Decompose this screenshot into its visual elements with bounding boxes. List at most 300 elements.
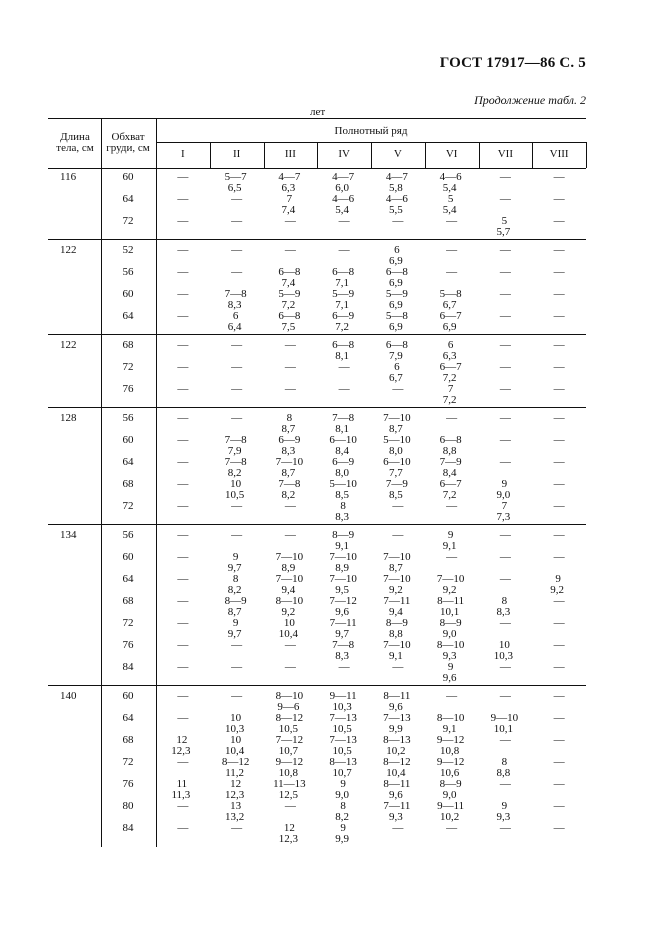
table-cell-mean: 9,2 bbox=[442, 584, 457, 596]
table-cell-mean: 10,2 bbox=[440, 811, 460, 823]
table-cell-mean: 12,5 bbox=[278, 789, 298, 801]
table-cell: — bbox=[231, 690, 243, 702]
table-cell-mean: 7,3 bbox=[496, 511, 511, 523]
table-cell: — bbox=[177, 266, 189, 278]
table-cell: — bbox=[177, 310, 189, 322]
table-cell: — bbox=[231, 244, 243, 256]
body-col-divider bbox=[101, 168, 102, 847]
table-cell: — bbox=[553, 193, 565, 205]
table-cell-range: 12 bbox=[230, 778, 242, 790]
table-cell-mean: 9,9 bbox=[389, 723, 403, 735]
table-cell-range: 8—9 bbox=[439, 617, 462, 629]
table-cell: — bbox=[338, 383, 350, 395]
table-cell: — bbox=[284, 361, 296, 373]
table-cell-range: 9 bbox=[447, 529, 454, 541]
table-cell: — bbox=[231, 661, 243, 673]
chest-value: 76 bbox=[122, 383, 134, 395]
table-cell-range: 5 bbox=[501, 215, 508, 227]
table-cell: — bbox=[499, 734, 511, 746]
table-cell: — bbox=[231, 822, 243, 834]
chest-value: 72 bbox=[122, 756, 134, 768]
table-cell: — bbox=[284, 244, 296, 256]
table-cell-range: 8—9 bbox=[385, 617, 408, 629]
table-cell-range: 9—10 bbox=[490, 712, 519, 724]
table-cell-mean: 9,2 bbox=[389, 584, 403, 596]
table-cell-mean: 9,5 bbox=[335, 584, 349, 596]
table-cell: — bbox=[553, 412, 565, 424]
table-cell: — bbox=[553, 310, 565, 322]
length-value: 134 bbox=[60, 529, 77, 541]
header-col-divider bbox=[210, 142, 211, 168]
table-cell-mean: 8,2 bbox=[335, 811, 349, 823]
table-cell-mean: 9,1 bbox=[335, 540, 349, 552]
table-cell-range: 6—9 bbox=[332, 310, 355, 322]
table-cell-mean: 10,8 bbox=[440, 745, 460, 757]
table-cell: — bbox=[553, 734, 565, 746]
table-cell: — bbox=[446, 551, 458, 563]
table-cell: — bbox=[392, 822, 404, 834]
table-cell-mean: 8,3 bbox=[281, 445, 296, 457]
table-cell-range: 6—8 bbox=[385, 266, 408, 278]
table-cell-range: 11—13 bbox=[273, 778, 306, 790]
table-cell-range: 8—13 bbox=[383, 734, 411, 746]
table-cell-mean: 10,3 bbox=[332, 701, 352, 713]
chest-value: 60 bbox=[122, 288, 134, 300]
table-cell: — bbox=[177, 639, 189, 651]
table-cell-mean: 8,7 bbox=[389, 562, 403, 574]
table-cell-range: 7—10 bbox=[275, 573, 304, 585]
table-cell: — bbox=[284, 800, 296, 812]
length-value: 128 bbox=[60, 412, 77, 424]
table-cell: — bbox=[553, 756, 565, 768]
table-cell-mean: 8,2 bbox=[227, 467, 242, 479]
table-cell-mean: 7,2 bbox=[442, 489, 457, 501]
table-cell-range: 9 bbox=[340, 778, 346, 790]
table-cell-range: 9 bbox=[447, 661, 454, 673]
table-cell-mean: 10,4 bbox=[225, 745, 245, 757]
table-cell-mean: 8,2 bbox=[227, 584, 242, 596]
table-cell-mean: 11,2 bbox=[225, 767, 245, 779]
table-cell-range: 5—9 bbox=[385, 288, 408, 300]
col-header-roman: IV bbox=[338, 148, 350, 160]
header-col-divider bbox=[371, 142, 372, 168]
table-cell-mean: 6,9 bbox=[389, 321, 403, 333]
table-cell-range: 8 bbox=[340, 500, 346, 512]
table-cell-mean: 5,4 bbox=[442, 204, 457, 216]
table-cell: — bbox=[392, 661, 404, 673]
table-cell: — bbox=[499, 288, 511, 300]
table-cell-mean: 10,5 bbox=[332, 745, 352, 757]
table-cell: — bbox=[231, 215, 243, 227]
table-cell: — bbox=[553, 434, 565, 446]
table-cell-mean: 7,9 bbox=[389, 350, 403, 362]
size-table bbox=[48, 118, 586, 845]
table-cell-range: 7—8 bbox=[332, 412, 355, 424]
table-cell-range: 10 bbox=[498, 639, 510, 651]
table-cell: — bbox=[553, 529, 565, 541]
table-cell-mean: 9,2 bbox=[281, 606, 296, 618]
table-cell-range: 10 bbox=[230, 712, 242, 724]
table-cell: — bbox=[446, 500, 458, 512]
table-cell-range: 8—9 bbox=[439, 778, 462, 790]
table-cell-mean: 8,7 bbox=[227, 606, 242, 618]
table-cell-mean: 7,2 bbox=[442, 394, 457, 406]
table-cell-range: 6—7 bbox=[439, 310, 462, 322]
col-header-chest: груди, см bbox=[106, 142, 150, 154]
table-cell: — bbox=[177, 339, 189, 351]
block-separator bbox=[48, 524, 586, 525]
table-cell-mean: 6,5 bbox=[227, 182, 242, 194]
table-cell-mean: 8,7 bbox=[281, 467, 296, 479]
block-separator bbox=[48, 407, 586, 408]
table-cell-range: 6—8 bbox=[332, 266, 355, 278]
chest-value: 72 bbox=[122, 617, 134, 629]
table-cell-mean: 10,8 bbox=[278, 767, 298, 779]
table-cell-mean: 9,7 bbox=[227, 628, 242, 640]
chest-value: 68 bbox=[122, 339, 134, 351]
length-value: 122 bbox=[60, 244, 77, 256]
table-cell-mean: 7,5 bbox=[281, 321, 296, 333]
table-cell: — bbox=[553, 778, 565, 790]
table-cell-range: 8 bbox=[501, 595, 508, 607]
table-cell: — bbox=[446, 822, 458, 834]
table-cell: — bbox=[446, 215, 458, 227]
table-cell-mean: 8,4 bbox=[442, 467, 457, 479]
table-cell-range: 7—10 bbox=[275, 456, 304, 468]
table-cell-range: 6—8 bbox=[278, 266, 301, 278]
col-header-roman: V bbox=[393, 148, 402, 160]
table-cell-mean: 7,2 bbox=[335, 321, 349, 333]
table-cell: — bbox=[446, 690, 458, 702]
table-cell-mean: 9,4 bbox=[389, 606, 403, 618]
table-top-rule bbox=[48, 118, 586, 119]
table-cell-mean: 8,8 bbox=[496, 767, 511, 779]
table-cell: — bbox=[499, 244, 511, 256]
chest-value: 68 bbox=[122, 478, 134, 490]
table-cell: — bbox=[177, 193, 189, 205]
years-label: лет bbox=[310, 106, 326, 118]
table-cell: — bbox=[499, 193, 511, 205]
table-cell-range: 4—6 bbox=[385, 193, 408, 205]
table-cell-range: 7—10 bbox=[329, 573, 357, 585]
table-cell-mean: 13,2 bbox=[225, 811, 245, 823]
table-cell-range: 6 bbox=[394, 361, 400, 373]
table-cell-mean: 10,5 bbox=[332, 723, 352, 735]
table-cell-range: 7—12 bbox=[275, 734, 304, 746]
table-cell-range: 7—9 bbox=[439, 456, 462, 468]
chest-value: 60 bbox=[122, 690, 134, 702]
table-cell: — bbox=[499, 434, 511, 446]
chest-value: 64 bbox=[122, 310, 134, 322]
table-cell: — bbox=[177, 361, 189, 373]
table-cell-range: 11 bbox=[176, 778, 188, 790]
block-separator bbox=[48, 334, 586, 335]
table-cell: — bbox=[499, 456, 511, 468]
table-cell-mean: 5,4 bbox=[442, 182, 457, 194]
table-cell-range: 9—12 bbox=[436, 756, 465, 768]
table-cell: — bbox=[553, 690, 565, 702]
chest-value: 68 bbox=[122, 595, 134, 607]
table-cell-mean: 9,2 bbox=[550, 584, 564, 596]
table-cell: — bbox=[553, 244, 565, 256]
table-cell: — bbox=[338, 215, 350, 227]
table-cell-mean: 10,2 bbox=[386, 745, 406, 757]
table-cell: — bbox=[499, 573, 511, 585]
table-cell-mean: 6,4 bbox=[227, 321, 242, 333]
table-cell: — bbox=[177, 456, 189, 468]
block-separator bbox=[48, 239, 586, 240]
body-col-divider bbox=[156, 168, 157, 847]
table-cell: — bbox=[446, 412, 458, 424]
table-cell-mean: 5,5 bbox=[389, 204, 403, 216]
table-cell: — bbox=[177, 288, 189, 300]
table-cell: — bbox=[553, 171, 565, 183]
table-cell: — bbox=[553, 456, 565, 468]
col-header-length: тела, см bbox=[56, 142, 94, 154]
table-cell-mean: 8,0 bbox=[335, 467, 349, 479]
table-cell-range: 7—8 bbox=[224, 456, 247, 468]
header-col-divider bbox=[532, 142, 533, 168]
table-cell-range: 8—12 bbox=[383, 756, 411, 768]
table-cell-range: 8—11 bbox=[437, 595, 465, 607]
table-cell-mean: 8,4 bbox=[335, 445, 349, 457]
table-cell: — bbox=[177, 573, 189, 585]
table-cell-mean: 9,1 bbox=[389, 650, 403, 662]
table-cell: — bbox=[446, 266, 458, 278]
table-cell: — bbox=[553, 500, 565, 512]
table-cell-range: 9 bbox=[501, 800, 508, 812]
header-col-divider bbox=[156, 118, 157, 168]
table-cell: — bbox=[499, 266, 511, 278]
table-cell-mean: 7,2 bbox=[442, 372, 457, 384]
table-cell: — bbox=[553, 215, 565, 227]
table-cell: — bbox=[177, 551, 189, 563]
table-cell-mean: 10,3 bbox=[493, 650, 513, 662]
table-cell: — bbox=[553, 712, 565, 724]
table-cell-mean: 8,3 bbox=[335, 650, 349, 662]
chest-value: 84 bbox=[122, 822, 134, 834]
table-cell-range: 9 bbox=[232, 551, 239, 563]
table-cell-mean: 10,7 bbox=[332, 767, 352, 779]
table-cell-range: 8 bbox=[286, 412, 293, 424]
table-cell: — bbox=[284, 661, 296, 673]
table-cell: — bbox=[177, 244, 189, 256]
table-cell-mean: 6,9 bbox=[389, 277, 403, 289]
table-cell-range: 7—8 bbox=[278, 478, 301, 490]
chest-value: 72 bbox=[122, 361, 134, 373]
table-cell-mean: 10,4 bbox=[278, 628, 298, 640]
table-cell-mean: 7,7 bbox=[389, 467, 403, 479]
table-cell: — bbox=[499, 412, 511, 424]
table-cell: — bbox=[231, 639, 243, 651]
table-cell-range: 8 bbox=[340, 800, 346, 812]
table-cell: — bbox=[177, 529, 189, 541]
col-header-roman: VIII bbox=[549, 148, 569, 160]
table-cell-range: 7—10 bbox=[383, 412, 411, 424]
table-cell-range: 6—8 bbox=[385, 339, 408, 351]
col-header-length: Длина bbox=[60, 131, 90, 143]
table-cell: — bbox=[231, 339, 243, 351]
table-cell-range: 7—12 bbox=[329, 595, 357, 607]
chest-value: 56 bbox=[122, 529, 134, 541]
table-cell: — bbox=[284, 639, 296, 651]
table-cell-mean: 9,0 bbox=[496, 489, 511, 501]
table-cell: — bbox=[553, 288, 565, 300]
table-cell-range: 8—10 bbox=[275, 690, 304, 702]
table-cell-mean: 9,3 bbox=[389, 811, 403, 823]
table-cell-mean: 8,9 bbox=[335, 562, 349, 574]
header-col-divider bbox=[586, 142, 587, 168]
table-cell-mean: 8,7 bbox=[281, 423, 296, 435]
table-cell-mean: 9,1 bbox=[442, 723, 457, 735]
table-cell-range: 9—11 bbox=[329, 690, 357, 702]
table-cell: — bbox=[231, 266, 243, 278]
header-col-divider bbox=[317, 142, 318, 168]
table-cell-mean: 9,0 bbox=[442, 628, 457, 640]
table-cell: — bbox=[284, 529, 296, 541]
table-cell: — bbox=[499, 361, 511, 373]
table-cell: — bbox=[499, 822, 511, 834]
table-cell-mean: 10,5 bbox=[278, 723, 298, 735]
table-cell: — bbox=[177, 595, 189, 607]
table-cell: — bbox=[499, 617, 511, 629]
table-cell: — bbox=[231, 361, 243, 373]
table-cell-mean: 9,0 bbox=[442, 789, 457, 801]
table-cell-range: 8 bbox=[501, 756, 508, 768]
table-cell-mean: 8,1 bbox=[335, 423, 349, 435]
header-col-divider bbox=[425, 142, 426, 168]
table-cell-mean: 9,1 bbox=[442, 540, 457, 552]
table-cell-range: 5—7 bbox=[224, 171, 247, 183]
table-cell-range: 7—11 bbox=[383, 800, 411, 812]
table-cell-mean: 11,3 bbox=[171, 789, 191, 801]
table-cell-mean: 12,3 bbox=[278, 833, 298, 845]
table-cell-range: 4—7 bbox=[385, 171, 408, 183]
table-cell: — bbox=[177, 661, 189, 673]
table-cell-mean: 9,6 bbox=[335, 606, 349, 618]
table-cell-mean: 8,3 bbox=[496, 606, 511, 618]
table-cell-mean: 7,9 bbox=[227, 445, 242, 457]
table-cell-range: 4—7 bbox=[332, 171, 355, 183]
table-cell-range: 8—9 bbox=[224, 595, 247, 607]
table-cell-range: 4—7 bbox=[278, 171, 301, 183]
table-cell-range: 6 bbox=[447, 339, 454, 351]
table-cell-range: 8—12 bbox=[221, 756, 250, 768]
table-cell: — bbox=[284, 215, 296, 227]
block-separator bbox=[48, 685, 586, 686]
table-cell-range: 7—8 bbox=[332, 639, 355, 651]
table-cell-mean: 9,6 bbox=[389, 789, 403, 801]
table-cell-range: 5—9 bbox=[278, 288, 301, 300]
table-cell: — bbox=[553, 478, 565, 490]
table-cell: — bbox=[392, 383, 404, 395]
table-cell: — bbox=[177, 434, 189, 446]
table-cell: — bbox=[177, 712, 189, 724]
table-cell-mean: 8,3 bbox=[335, 511, 349, 523]
table-cell-mean: 7,2 bbox=[281, 299, 296, 311]
table-cell: — bbox=[553, 361, 565, 373]
table-cell-range: 5—8 bbox=[385, 310, 408, 322]
table-cell: — bbox=[499, 383, 511, 395]
table-cell-mean: 8,8 bbox=[389, 628, 403, 640]
table-cell-mean: 8,5 bbox=[389, 489, 403, 501]
table-cell-range: 8—11 bbox=[383, 778, 411, 790]
document-header: ГОСТ 17917—86 С. 5 bbox=[439, 55, 586, 71]
table-cell-mean: 9,6 bbox=[389, 701, 403, 713]
table-cell: — bbox=[553, 266, 565, 278]
table-cell-mean: 7,4 bbox=[281, 204, 296, 216]
table-cell-range: 9—12 bbox=[275, 756, 304, 768]
table-cell-mean: 6,7 bbox=[389, 372, 403, 384]
table-cell-mean: 9—6 bbox=[277, 701, 300, 713]
table-cell-range: 7—13 bbox=[329, 712, 357, 724]
table-cell-mean: 9,7 bbox=[227, 562, 242, 574]
table-cell: — bbox=[231, 412, 243, 424]
chest-value: 64 bbox=[122, 573, 134, 585]
table-cell-range: 9 bbox=[232, 617, 239, 629]
table-cell-range: 7—10 bbox=[275, 551, 304, 563]
table-cell: — bbox=[553, 639, 565, 651]
table-cell: — bbox=[553, 822, 565, 834]
table-cell-mean: 10,7 bbox=[278, 745, 298, 757]
chest-value: 80 bbox=[122, 800, 134, 812]
table-cell-range: 9 bbox=[501, 478, 508, 490]
table-cell: — bbox=[177, 500, 189, 512]
table-cell-range: 7—13 bbox=[383, 712, 411, 724]
table-cell-mean: 10,1 bbox=[493, 723, 513, 735]
table-cell: — bbox=[231, 383, 243, 395]
header-bottom-rule bbox=[48, 168, 586, 169]
table-cell: — bbox=[284, 383, 296, 395]
table-cell-mean: 10,4 bbox=[386, 767, 406, 779]
table-cell-range: 5—9 bbox=[332, 288, 355, 300]
table-cell-range: 6—8 bbox=[332, 339, 355, 351]
table-cell: — bbox=[499, 551, 511, 563]
col-header-roman: II bbox=[232, 148, 241, 160]
table-cell-mean: 9,6 bbox=[442, 672, 457, 684]
table-cell-range: 6—8 bbox=[439, 434, 462, 446]
table-cell-range: 4—6 bbox=[439, 171, 462, 183]
table-cell-mean: 9,3 bbox=[496, 811, 511, 823]
table-cell-mean: 8,1 bbox=[335, 350, 349, 362]
chest-value: 64 bbox=[122, 712, 134, 724]
length-value: 122 bbox=[60, 339, 77, 351]
table-cell-mean: 5,7 bbox=[496, 226, 511, 238]
table-cell-mean: 8,3 bbox=[227, 299, 242, 311]
chest-value: 84 bbox=[122, 661, 134, 673]
table-cell-range: 7 bbox=[286, 193, 293, 205]
table-cell: — bbox=[177, 617, 189, 629]
chest-value: 64 bbox=[122, 193, 134, 205]
table-cell-mean: 5,4 bbox=[335, 204, 349, 216]
table-cell-mean: 6,0 bbox=[335, 182, 349, 194]
table-cell: — bbox=[553, 661, 565, 673]
table-cell: — bbox=[231, 529, 243, 541]
table-cell-mean: 6,9 bbox=[442, 321, 457, 333]
table-cell-range: 7—10 bbox=[383, 573, 411, 585]
chest-value: 56 bbox=[122, 266, 134, 278]
table-cell: — bbox=[338, 361, 350, 373]
table-cell: — bbox=[499, 661, 511, 673]
table-cell-range: 7—13 bbox=[329, 734, 357, 746]
table-cell: — bbox=[392, 500, 404, 512]
table-cell: — bbox=[499, 778, 511, 790]
table-cell: — bbox=[177, 412, 189, 424]
table-cell-range: 12 bbox=[283, 822, 295, 834]
table-cell: — bbox=[392, 529, 404, 541]
table-cell-mean: 10,6 bbox=[440, 767, 460, 779]
table-cell-range: 7—10 bbox=[383, 551, 411, 563]
